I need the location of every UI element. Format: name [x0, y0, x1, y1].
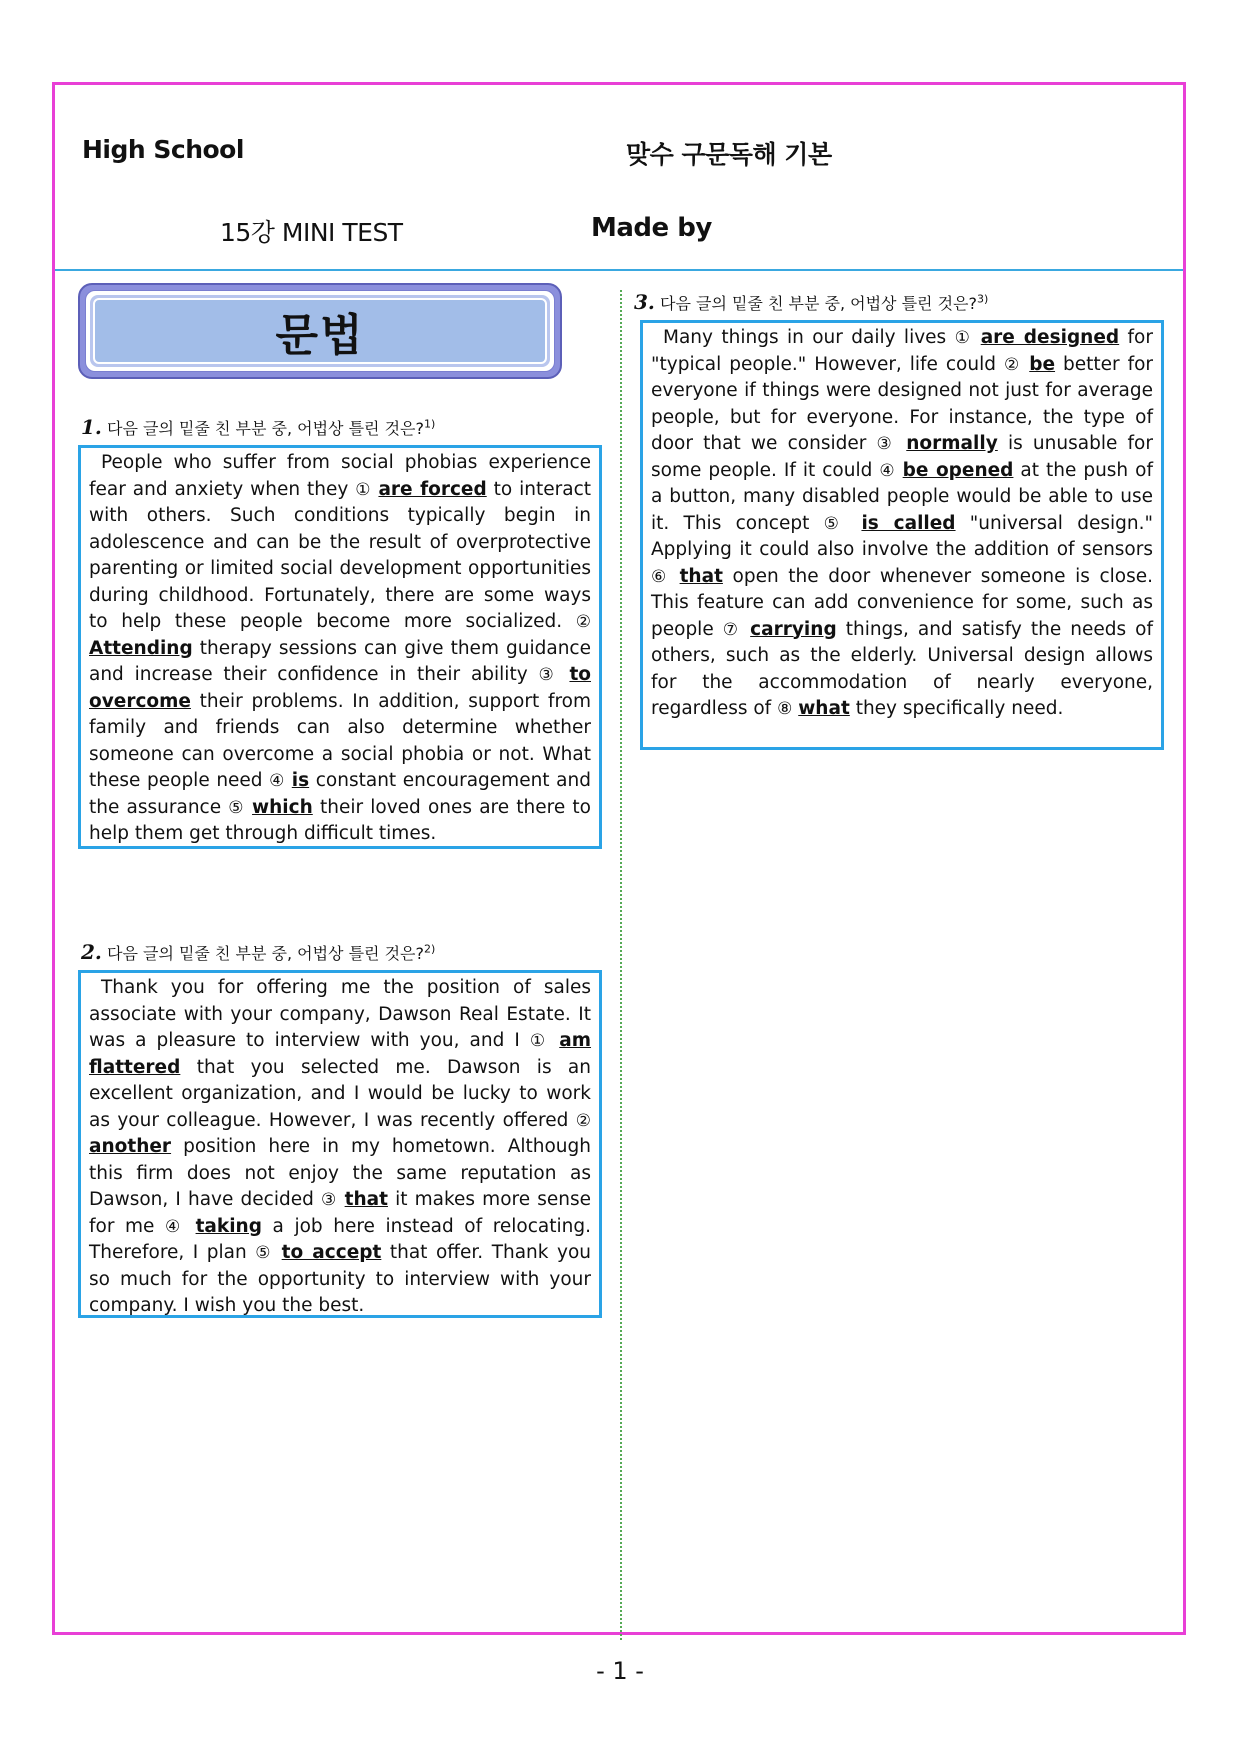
- passage-text: open the door whenever someone is close. This feature can add convenience for some, such as people: [651, 565, 1153, 640]
- underlined-choice: another: [89, 1136, 172, 1157]
- question-3-passage: [640, 320, 1164, 750]
- choice-marker: ②: [575, 612, 591, 632]
- underlined-choice: be opened: [902, 459, 1014, 481]
- test-title: 15강 MINI TEST: [220, 218, 403, 247]
- passage-text: "universal design." Applying it could also involve the addition of sensors: [651, 512, 1153, 560]
- underlined-choice: Attending: [89, 637, 193, 659]
- passage-text: at the push of a button, many disabled people would be able to use it. This concept: [651, 459, 1153, 534]
- underlined-choice: to accept: [281, 1242, 382, 1263]
- passage-text: Thank you for offering me the position of sales associate with your company, Dawson Real Estate. It was a pleasure to interview with you, and I: [89, 977, 591, 1051]
- choice-marker: ①: [355, 479, 372, 500]
- passage-text: [670, 566, 680, 587]
- choice-marker: ④: [165, 1216, 185, 1237]
- choice-marker: ③: [876, 434, 897, 454]
- underlined-choice: what: [798, 698, 850, 719]
- passage-text: is unusable for some people. If it could: [651, 433, 1153, 481]
- passage-text: [896, 460, 903, 481]
- passage-text: their problems. In addition, support from family and friends can also determine whether someone can overcome a social phobia or not. What these people need: [89, 690, 591, 791]
- passage-text: better for everyone if things were designed not just for average people, but for everyone. For instance, the type of door that we consider: [651, 353, 1154, 454]
- question-number: 3.: [634, 290, 655, 314]
- question-prompt: 다음 글의 밑줄 친 부분 중, 어법상 틀린 것은?: [106, 944, 425, 963]
- underlined-choice: am flattered: [89, 1030, 592, 1078]
- section-title: 문법: [275, 310, 365, 361]
- passage-text: to interact with others. Such conditions typically begin in adolescence and can be the result of overprotective parenting or limited social development opportunities during childhood. Fortunately, there are some ways to help these people become more socialized.: [89, 478, 591, 632]
- choice-marker: ⑦: [722, 619, 742, 640]
- passage-text: a job here instead of relocating. Therefore, I plan: [89, 1215, 592, 1263]
- underlined-choice: to overcome: [89, 664, 591, 712]
- choice-marker: ①: [529, 1031, 550, 1051]
- passage-text: [896, 433, 906, 454]
- passage-text: [847, 513, 861, 534]
- question-1-header: [81, 415, 435, 439]
- question-number: 2.: [81, 940, 102, 964]
- passage-text: that offer. Thank you so much for the opportunity to interview with your company. I wish you the best.: [89, 1242, 592, 1316]
- column-divider: [620, 290, 622, 1640]
- passage-text: their loved ones are there to help them get through difficult times.: [89, 796, 591, 844]
- passage-text: [185, 1216, 196, 1237]
- question-prompt: 다음 글의 밑줄 친 부분 중, 어법상 틀린 것은?: [659, 294, 978, 313]
- underlined-choice: be: [1029, 353, 1056, 375]
- choice-marker: ②: [575, 1110, 591, 1131]
- passage-text: they specifically need.: [849, 698, 1064, 719]
- made-by-label: Made by: [591, 213, 712, 243]
- passage-text: position here in my hometown. Although this firm does not enjoy the same reputation as Dawson, I have decided: [89, 1136, 591, 1210]
- underlined-choice: taking: [195, 1215, 262, 1237]
- choice-marker: ⑥: [651, 566, 670, 587]
- passage-text: [285, 770, 292, 791]
- choice-marker: ⑧: [777, 699, 793, 719]
- question-2-passage: [78, 970, 602, 1318]
- choice-marker: ⑤: [228, 797, 245, 818]
- page-frame: [52, 82, 1186, 1635]
- underlined-choice: that: [679, 565, 723, 587]
- section-banner: [78, 283, 562, 379]
- question-prompt: 다음 글의 밑줄 친 부분 중, 어법상 틀린 것은?: [106, 419, 425, 438]
- passage-text: Many things in our daily lives: [663, 327, 955, 348]
- passage-text: [549, 1030, 559, 1051]
- footnote-mark: 2): [424, 942, 436, 956]
- choice-marker: ③: [320, 1190, 338, 1210]
- underlined-choice: which: [252, 796, 313, 818]
- course-title: 맞수 구문독해 기본: [626, 140, 832, 169]
- underlined-choice: is: [291, 770, 310, 791]
- passage-text: [559, 664, 570, 685]
- passage-text: [245, 797, 252, 818]
- choice-marker: ④: [269, 771, 286, 791]
- question-number: 1.: [81, 415, 102, 439]
- underlined-choice: are designed: [980, 327, 1120, 348]
- passage-text: People who suffer from social phobias experience fear and anxiety when they: [89, 452, 591, 500]
- footnote-mark: 1): [424, 417, 436, 431]
- question-2-header: [81, 940, 435, 964]
- choice-marker: ④: [879, 460, 896, 481]
- underlined-choice: normally: [906, 433, 998, 454]
- passage-text: [273, 1242, 282, 1263]
- passage-text: constant encouragement and the assurance: [89, 770, 591, 818]
- footnote-mark: 3): [977, 292, 989, 306]
- passage-text: things, and satisfy the needs of others, such as the elderly. Universal design allows for the accommodation of nearly everyone, regardless of: [651, 618, 1153, 719]
- passage-text: that you selected me. Dawson is an excellent organization, and I would be lucky to work as your colleague. However, I was recently offered: [89, 1056, 591, 1131]
- underlined-choice: are forced: [378, 478, 487, 500]
- passage-text: [972, 327, 980, 348]
- school-label: High School: [82, 135, 244, 164]
- page-number: - 1 -: [596, 1657, 644, 1685]
- passage-text: [741, 619, 750, 640]
- underlined-choice: carrying: [750, 618, 837, 640]
- underlined-choice: is called: [861, 512, 956, 534]
- choice-marker: ①: [954, 328, 973, 348]
- passage-text: therapy sessions can give them guidance and increase their confidence in their ability: [89, 637, 591, 685]
- choice-marker: ②: [1003, 354, 1022, 375]
- choice-marker: ③: [538, 665, 559, 685]
- question-1-passage: [78, 445, 602, 849]
- choice-marker: ⑤: [255, 1243, 274, 1263]
- question-3-header: [634, 290, 988, 314]
- passage-text: [337, 1189, 344, 1210]
- underlined-choice: that: [344, 1189, 388, 1210]
- passage-text: for "typical people." However, life could: [651, 327, 1153, 375]
- choice-marker: ⑤: [823, 513, 848, 534]
- header-divider: [55, 269, 1183, 271]
- passage-text: it makes more sense for me: [89, 1189, 591, 1237]
